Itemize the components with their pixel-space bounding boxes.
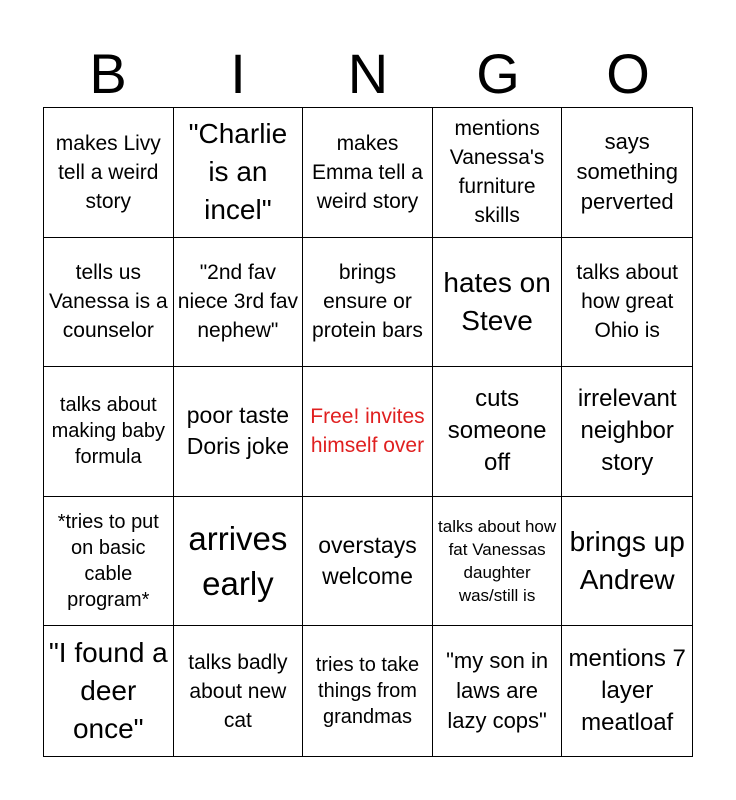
bingo-cell[interactable] [174, 626, 304, 756]
bingo-cell[interactable] [44, 108, 174, 238]
cell-text: makes Emma tell a weird story [312, 131, 423, 213]
cell-text: says something perverted [576, 129, 678, 215]
cell-text: poor taste Doris joke [186, 402, 290, 460]
bingo-cell[interactable] [562, 238, 692, 368]
cell-text: brings up Andrew [569, 526, 685, 596]
cell-text: talks about making baby formula [51, 394, 165, 469]
cell-text: talks about how fat Vanessas daughter was/still is [438, 517, 557, 606]
bingo-cell[interactable] [174, 108, 304, 238]
bingo-header [43, 40, 693, 108]
cell-text: arrives early [188, 520, 288, 603]
header-letter-b: B [89, 42, 127, 105]
cell-text: *tries to put on basic cable program* [57, 511, 159, 612]
bingo-cell[interactable] [433, 367, 563, 497]
cell-text: tries to take things from grandmas [315, 654, 420, 729]
header-letter-n: N [347, 42, 389, 105]
cell-text: "my son in laws are lazy cops" [446, 648, 549, 734]
bingo-cell[interactable] [174, 497, 304, 627]
bingo-cell[interactable] [562, 108, 692, 238]
header-letter-g: G [476, 42, 520, 105]
cell-text: makes Livy tell a weird story [55, 131, 161, 213]
bingo-cell[interactable] [174, 238, 304, 368]
bingo-cell[interactable] [44, 238, 174, 368]
cell-text: brings ensure or protein bars [312, 261, 423, 343]
free-space-cell[interactable] [303, 367, 433, 497]
bingo-cell[interactable] [174, 367, 304, 497]
cell-text: mentions 7 layer meatloaf [568, 645, 686, 737]
bingo-cell[interactable] [562, 497, 692, 627]
bingo-cell[interactable] [303, 626, 433, 756]
bingo-cell[interactable] [44, 497, 174, 627]
bingo-cell[interactable] [562, 626, 692, 756]
cell-text: cuts someone off [447, 385, 547, 477]
bingo-cell[interactable] [303, 108, 433, 238]
cell-text: irrelevant neighbor story [577, 385, 677, 477]
bingo-cell[interactable] [433, 626, 563, 756]
cell-text: hates on Steve [443, 266, 551, 336]
header-letter-o: O [606, 42, 650, 105]
cell-text: "Charlie is an incel" [188, 118, 288, 226]
bingo-cell[interactable] [303, 238, 433, 368]
bingo-cell[interactable] [44, 626, 174, 756]
bingo-cell[interactable] [433, 238, 563, 368]
cell-text: "2nd fav niece 3rd fav nephew" [177, 261, 299, 343]
cell-text: overstays welcome [318, 532, 417, 590]
bingo-cell[interactable] [562, 367, 692, 497]
bingo-card [43, 107, 693, 757]
cell-text: "I found a deer once" [48, 637, 168, 745]
bingo-cell[interactable] [433, 497, 563, 627]
cell-text: tells us Vanessa is a counselor [48, 261, 168, 343]
cell-text: Free! invites himself over [310, 405, 425, 458]
bingo-cell[interactable] [433, 108, 563, 238]
cell-text: talks about how great Ohio is [576, 261, 678, 343]
bingo-cell[interactable] [303, 497, 433, 627]
cell-text: talks badly about new cat [188, 650, 288, 732]
cell-text: mentions Vanessa's furniture skills [449, 117, 545, 228]
bingo-cell[interactable] [44, 367, 174, 497]
header-letter-i: I [230, 42, 246, 105]
